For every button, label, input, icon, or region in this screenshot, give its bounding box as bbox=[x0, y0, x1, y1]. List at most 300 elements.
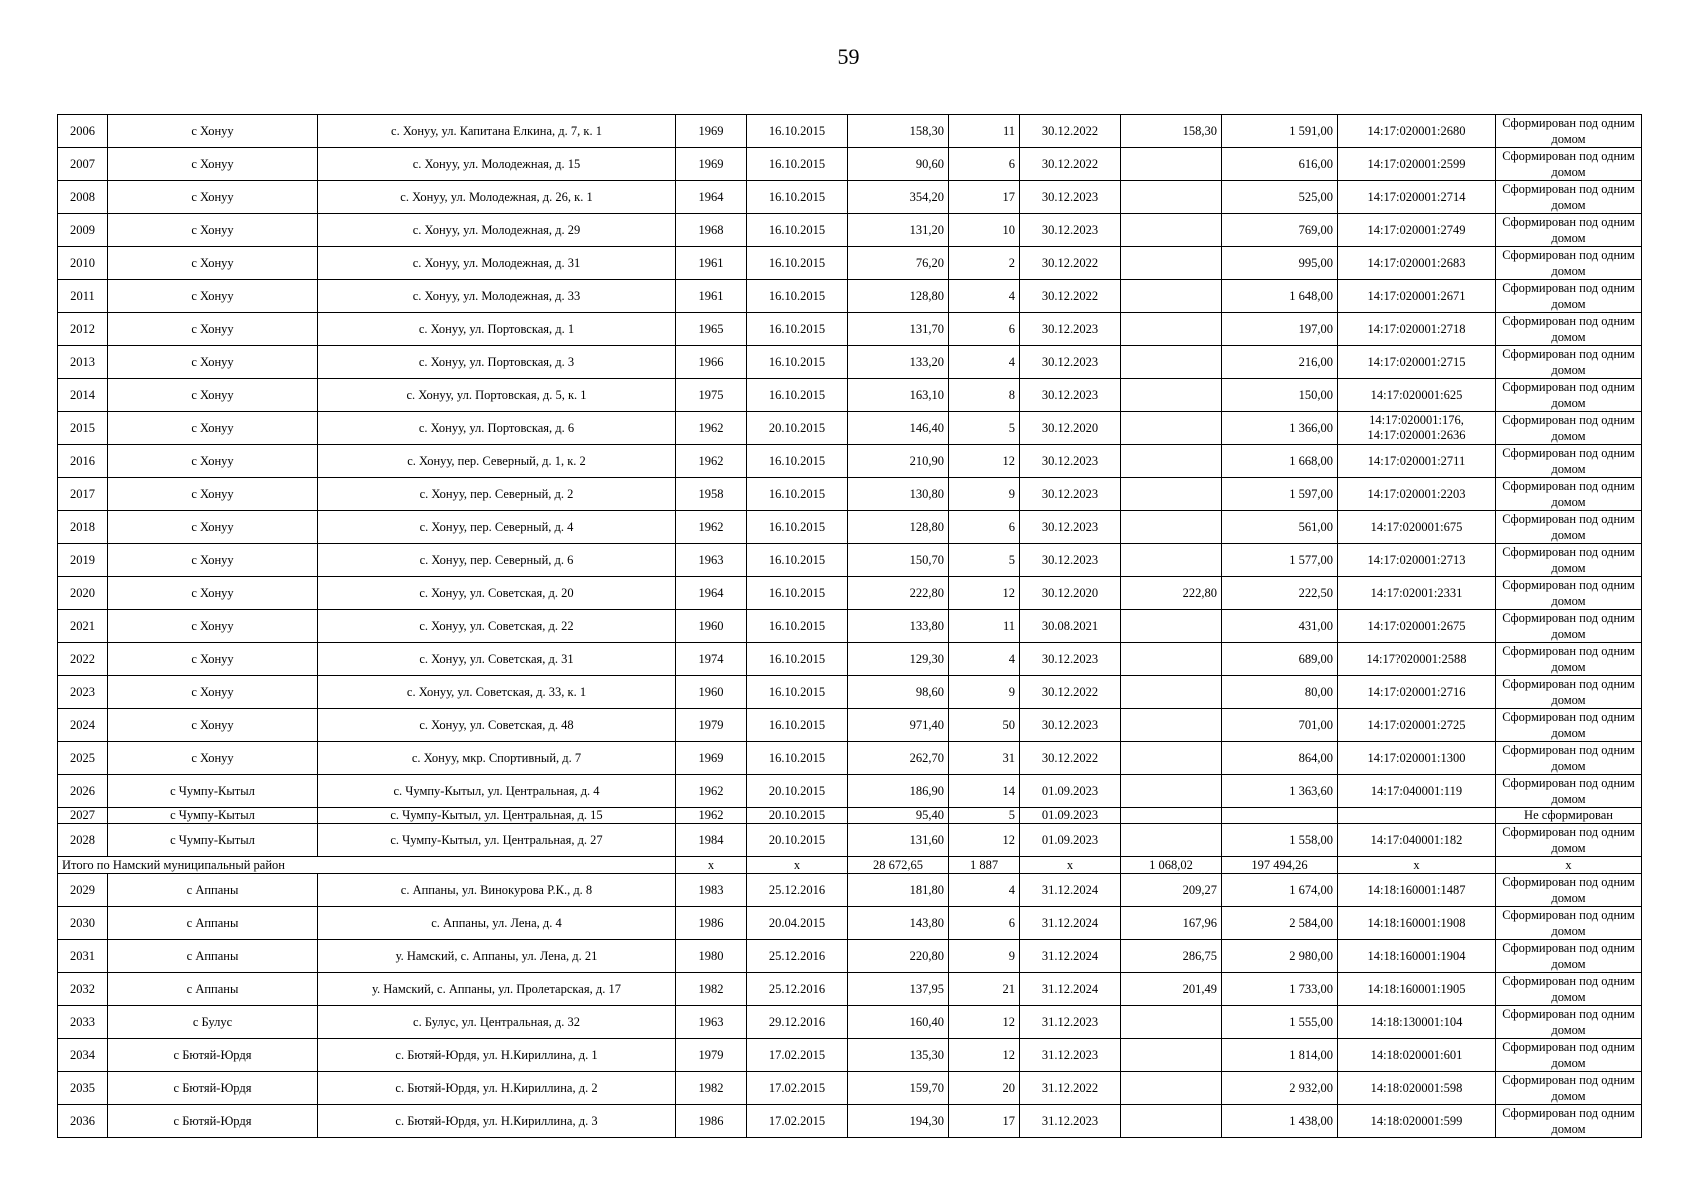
table-row bbox=[58, 1105, 1642, 1138]
cadastral-number-cell: 14:17:040001:182 bbox=[1338, 824, 1496, 857]
total-cadastral: x bbox=[1338, 857, 1496, 874]
year-cell: 1960 bbox=[676, 676, 747, 709]
table-row bbox=[58, 808, 1642, 824]
land-area-cell: 2 980,00 bbox=[1222, 940, 1338, 973]
settlement-cell: с Хонуу bbox=[108, 610, 318, 643]
land-area-cell: 1 558,00 bbox=[1222, 824, 1338, 857]
residents-cell: 12 bbox=[949, 1039, 1020, 1072]
address-cell: с. Аппаны, ул. Лена, д. 4 bbox=[318, 907, 676, 940]
residents-cell: 9 bbox=[949, 478, 1020, 511]
cadastral-number-cell: 14:17:020001:2680 bbox=[1338, 115, 1496, 148]
year-cell: 1965 bbox=[676, 313, 747, 346]
deadline-cell: 30.12.2023 bbox=[1020, 346, 1121, 379]
year-cell: 1969 bbox=[676, 742, 747, 775]
row-number: 2032 bbox=[58, 973, 108, 1006]
year-cell: 1986 bbox=[676, 1105, 747, 1138]
address-cell: с. Чумпу-Кытыл, ул. Центральная, д. 4 bbox=[318, 775, 676, 808]
area-relocated-cell bbox=[1121, 181, 1222, 214]
cadastral-number-cell: 14:17:020001:2718 bbox=[1338, 313, 1496, 346]
deadline-cell: 31.12.2023 bbox=[1020, 1039, 1121, 1072]
land-status-cell: Сформирован под одним домом bbox=[1496, 115, 1642, 148]
area-cell: 220,80 bbox=[848, 940, 949, 973]
area-relocated-cell bbox=[1121, 824, 1222, 857]
area-cell: 128,80 bbox=[848, 280, 949, 313]
date-cell: 25.12.2016 bbox=[747, 874, 848, 907]
land-status-cell: Сформирован под одним домом bbox=[1496, 379, 1642, 412]
table-row bbox=[58, 511, 1642, 544]
area-cell: 76,20 bbox=[848, 247, 949, 280]
residents-cell: 6 bbox=[949, 511, 1020, 544]
deadline-cell: 30.12.2022 bbox=[1020, 280, 1121, 313]
date-cell: 16.10.2015 bbox=[747, 313, 848, 346]
deadline-cell: 01.09.2023 bbox=[1020, 824, 1121, 857]
residents-cell: 4 bbox=[949, 280, 1020, 313]
land-area-cell: 1 591,00 bbox=[1222, 115, 1338, 148]
total-area-relocated: 1 068,02 bbox=[1121, 857, 1222, 874]
settlement-cell: с Хонуу bbox=[108, 148, 318, 181]
address-cell: с. Хонуу, мкр. Спортивный, д. 7 bbox=[318, 742, 676, 775]
residents-cell: 31 bbox=[949, 742, 1020, 775]
date-cell: 20.04.2015 bbox=[747, 907, 848, 940]
settlement-cell: с Аппаны bbox=[108, 907, 318, 940]
area-cell: 262,70 bbox=[848, 742, 949, 775]
address-cell: с. Бютяй-Юрдя, ул. Н.Кириллина, д. 3 bbox=[318, 1105, 676, 1138]
residents-cell: 9 bbox=[949, 676, 1020, 709]
area-relocated-cell: 167,96 bbox=[1121, 907, 1222, 940]
area-cell: 222,80 bbox=[848, 577, 949, 610]
area-cell: 210,90 bbox=[848, 445, 949, 478]
land-status-cell: Сформирован под одним домом bbox=[1496, 577, 1642, 610]
area-cell: 130,80 bbox=[848, 478, 949, 511]
year-cell: 1962 bbox=[676, 445, 747, 478]
deadline-cell: 30.12.2023 bbox=[1020, 709, 1121, 742]
land-status-cell: Сформирован под одним домом bbox=[1496, 478, 1642, 511]
area-cell: 129,30 bbox=[848, 643, 949, 676]
address-cell: с. Бютяй-Юрдя, ул. Н.Кириллина, д. 1 bbox=[318, 1039, 676, 1072]
area-relocated-cell bbox=[1121, 742, 1222, 775]
date-cell: 17.02.2015 bbox=[747, 1039, 848, 1072]
deadline-cell: 31.12.2024 bbox=[1020, 973, 1121, 1006]
deadline-cell: 31.12.2022 bbox=[1020, 1072, 1121, 1105]
settlement-cell: с Хонуу bbox=[108, 346, 318, 379]
area-relocated-cell bbox=[1121, 544, 1222, 577]
row-number: 2018 bbox=[58, 511, 108, 544]
table-row bbox=[58, 412, 1642, 445]
settlement-cell: с Бютяй-Юрдя bbox=[108, 1105, 318, 1138]
row-number: 2034 bbox=[58, 1039, 108, 1072]
cadastral-number-cell: 14:17?020001:2588 bbox=[1338, 643, 1496, 676]
area-relocated-cell: 286,75 bbox=[1121, 940, 1222, 973]
year-cell: 1966 bbox=[676, 346, 747, 379]
area-cell: 131,60 bbox=[848, 824, 949, 857]
row-number: 2014 bbox=[58, 379, 108, 412]
address-cell: с. Булус, ул. Центральная, д. 32 bbox=[318, 1006, 676, 1039]
row-number: 2028 bbox=[58, 824, 108, 857]
area-relocated-cell bbox=[1121, 346, 1222, 379]
table-row bbox=[58, 181, 1642, 214]
year-cell: 1962 bbox=[676, 775, 747, 808]
cadastral-number-cell: 14:17:020001:2599 bbox=[1338, 148, 1496, 181]
address-cell: с. Хонуу, ул. Молодежная, д. 26, к. 1 bbox=[318, 181, 676, 214]
address-cell: с. Хонуу, ул. Советская, д. 31 bbox=[318, 643, 676, 676]
row-number: 2021 bbox=[58, 610, 108, 643]
settlement-cell: с Аппаны bbox=[108, 940, 318, 973]
area-cell: 131,70 bbox=[848, 313, 949, 346]
area-relocated-cell bbox=[1121, 313, 1222, 346]
cadastral-number-cell: 14:18:160001:1908 bbox=[1338, 907, 1496, 940]
residents-cell: 17 bbox=[949, 181, 1020, 214]
land-status-cell: Сформирован под одним домом bbox=[1496, 1039, 1642, 1072]
table-row bbox=[58, 940, 1642, 973]
land-status-cell: Сформирован под одним домом bbox=[1496, 181, 1642, 214]
residents-cell: 10 bbox=[949, 214, 1020, 247]
land-area-cell: 197,00 bbox=[1222, 313, 1338, 346]
residents-cell: 12 bbox=[949, 824, 1020, 857]
row-number: 2026 bbox=[58, 775, 108, 808]
land-status-cell: Сформирован под одним домом bbox=[1496, 610, 1642, 643]
year-cell: 1963 bbox=[676, 544, 747, 577]
date-cell: 16.10.2015 bbox=[747, 148, 848, 181]
area-relocated-cell bbox=[1121, 478, 1222, 511]
year-cell: 1958 bbox=[676, 478, 747, 511]
deadline-cell: 30.12.2023 bbox=[1020, 445, 1121, 478]
cadastral-number-cell: 14:17:020001:2203 bbox=[1338, 478, 1496, 511]
deadline-cell: 30.12.2022 bbox=[1020, 115, 1121, 148]
land-status-cell: Сформирован под одним домом bbox=[1496, 973, 1642, 1006]
table-row bbox=[58, 643, 1642, 676]
deadline-cell: 30.12.2023 bbox=[1020, 478, 1121, 511]
cadastral-number-cell: 14:18:130001:104 bbox=[1338, 1006, 1496, 1039]
area-cell: 128,80 bbox=[848, 511, 949, 544]
cadastral-number-cell: 14:18:160001:1904 bbox=[1338, 940, 1496, 973]
land-area-cell: 222,50 bbox=[1222, 577, 1338, 610]
land-status-cell: Сформирован под одним домом bbox=[1496, 412, 1642, 445]
total-residents: 1 887 bbox=[949, 857, 1020, 874]
row-number: 2020 bbox=[58, 577, 108, 610]
year-cell: 1962 bbox=[676, 412, 747, 445]
land-area-cell: 769,00 bbox=[1222, 214, 1338, 247]
settlement-cell: с Хонуу bbox=[108, 478, 318, 511]
cadastral-number-cell: 14:17:02001:2331 bbox=[1338, 577, 1496, 610]
address-cell: с. Аппаны, ул. Винокурова Р.К., д. 8 bbox=[318, 874, 676, 907]
deadline-cell: 30.12.2023 bbox=[1020, 379, 1121, 412]
cadastral-number-cell: 14:18:160001:1905 bbox=[1338, 973, 1496, 1006]
address-cell: с. Хонуу, пер. Северный, д. 1, к. 2 bbox=[318, 445, 676, 478]
cadastral-number-cell: 14:17:020001:2675 bbox=[1338, 610, 1496, 643]
deadline-cell: 30.12.2023 bbox=[1020, 643, 1121, 676]
deadline-cell: 30.12.2023 bbox=[1020, 544, 1121, 577]
land-area-cell: 1 733,00 bbox=[1222, 973, 1338, 1006]
table-row bbox=[58, 907, 1642, 940]
area-cell: 158,30 bbox=[848, 115, 949, 148]
area-cell: 133,80 bbox=[848, 610, 949, 643]
area-relocated-cell bbox=[1121, 709, 1222, 742]
land-area-cell bbox=[1222, 808, 1338, 824]
land-status-cell: Сформирован под одним домом bbox=[1496, 709, 1642, 742]
area-relocated-cell: 201,49 bbox=[1121, 973, 1222, 1006]
year-cell: 1968 bbox=[676, 214, 747, 247]
year-cell: 1964 bbox=[676, 577, 747, 610]
deadline-cell: 01.09.2023 bbox=[1020, 808, 1121, 824]
land-area-cell: 1 814,00 bbox=[1222, 1039, 1338, 1072]
settlement-cell: с Хонуу bbox=[108, 544, 318, 577]
area-relocated-cell: 222,80 bbox=[1121, 577, 1222, 610]
address-cell: с. Хонуу, ул. Молодежная, д. 29 bbox=[318, 214, 676, 247]
area-relocated-cell bbox=[1121, 1039, 1222, 1072]
land-status-cell: Сформирован под одним домом bbox=[1496, 313, 1642, 346]
land-status-cell: Сформирован под одним домом bbox=[1496, 940, 1642, 973]
area-relocated-cell bbox=[1121, 445, 1222, 478]
table-row bbox=[58, 676, 1642, 709]
year-cell: 1969 bbox=[676, 148, 747, 181]
row-number: 2017 bbox=[58, 478, 108, 511]
address-cell: с. Хонуу, ул. Молодежная, д. 31 bbox=[318, 247, 676, 280]
cadastral-number-cell: 14:17:020001:2714 bbox=[1338, 181, 1496, 214]
land-status-cell: Сформирован под одним домом bbox=[1496, 445, 1642, 478]
year-cell: 1986 bbox=[676, 907, 747, 940]
settlement-cell: с Хонуу bbox=[108, 214, 318, 247]
residents-cell: 12 bbox=[949, 577, 1020, 610]
address-cell: с. Хонуу, ул. Портовская, д. 3 bbox=[318, 346, 676, 379]
year-cell: 1960 bbox=[676, 610, 747, 643]
land-status-cell: Сформирован под одним домом bbox=[1496, 511, 1642, 544]
area-relocated-cell bbox=[1121, 148, 1222, 181]
deadline-cell: 30.12.2020 bbox=[1020, 412, 1121, 445]
date-cell: 20.10.2015 bbox=[747, 824, 848, 857]
table-row bbox=[58, 346, 1642, 379]
row-number: 2015 bbox=[58, 412, 108, 445]
settlement-cell: с Чумпу-Кытыл bbox=[108, 808, 318, 824]
date-cell: 16.10.2015 bbox=[747, 511, 848, 544]
deadline-cell: 30.08.2021 bbox=[1020, 610, 1121, 643]
address-cell: с. Хонуу, ул. Молодежная, д. 33 bbox=[318, 280, 676, 313]
date-cell: 17.02.2015 bbox=[747, 1105, 848, 1138]
area-cell: 181,80 bbox=[848, 874, 949, 907]
row-number: 2013 bbox=[58, 346, 108, 379]
deadline-cell: 30.12.2023 bbox=[1020, 181, 1121, 214]
row-number: 2023 bbox=[58, 676, 108, 709]
cadastral-number-cell: 14:17:020001:625 bbox=[1338, 379, 1496, 412]
settlement-cell: с Хонуу bbox=[108, 412, 318, 445]
date-cell: 16.10.2015 bbox=[747, 379, 848, 412]
row-number: 2010 bbox=[58, 247, 108, 280]
year-cell: 1982 bbox=[676, 973, 747, 1006]
residents-cell: 14 bbox=[949, 775, 1020, 808]
settlement-cell: с Хонуу bbox=[108, 115, 318, 148]
land-status-cell: Сформирован под одним домом bbox=[1496, 214, 1642, 247]
deadline-cell: 30.12.2023 bbox=[1020, 313, 1121, 346]
total-date: x bbox=[747, 857, 848, 874]
date-cell: 16.10.2015 bbox=[747, 610, 848, 643]
area-cell: 98,60 bbox=[848, 676, 949, 709]
table-row bbox=[58, 445, 1642, 478]
table-row bbox=[58, 1006, 1642, 1039]
land-status-cell: Сформирован под одним домом bbox=[1496, 676, 1642, 709]
table-row bbox=[58, 610, 1642, 643]
land-area-cell: 1 674,00 bbox=[1222, 874, 1338, 907]
year-cell: 1962 bbox=[676, 808, 747, 824]
residents-cell: 4 bbox=[949, 643, 1020, 676]
area-relocated-cell bbox=[1121, 412, 1222, 445]
settlement-cell: с Булус bbox=[108, 1006, 318, 1039]
residents-cell: 2 bbox=[949, 247, 1020, 280]
settlement-cell: с Чумпу-Кытыл bbox=[108, 775, 318, 808]
row-number: 2025 bbox=[58, 742, 108, 775]
area-relocated-cell bbox=[1121, 511, 1222, 544]
year-cell: 1969 bbox=[676, 115, 747, 148]
deadline-cell: 30.12.2022 bbox=[1020, 742, 1121, 775]
date-cell: 16.10.2015 bbox=[747, 280, 848, 313]
area-relocated-cell bbox=[1121, 643, 1222, 676]
land-status-cell: Сформирован под одним домом bbox=[1496, 280, 1642, 313]
date-cell: 20.10.2015 bbox=[747, 775, 848, 808]
address-cell: с. Хонуу, ул. Портовская, д. 6 bbox=[318, 412, 676, 445]
land-area-cell: 689,00 bbox=[1222, 643, 1338, 676]
row-number: 2035 bbox=[58, 1072, 108, 1105]
land-area-cell: 616,00 bbox=[1222, 148, 1338, 181]
settlement-cell: с Аппаны bbox=[108, 973, 318, 1006]
row-number: 2009 bbox=[58, 214, 108, 247]
row-number: 2012 bbox=[58, 313, 108, 346]
residents-cell: 20 bbox=[949, 1072, 1020, 1105]
row-number: 2016 bbox=[58, 445, 108, 478]
residents-cell: 6 bbox=[949, 907, 1020, 940]
settlement-cell: с Хонуу bbox=[108, 676, 318, 709]
land-area-cell: 2 932,00 bbox=[1222, 1072, 1338, 1105]
cadastral-number-cell: 14:17:020001:2711 bbox=[1338, 445, 1496, 478]
address-cell: с. Хонуу, пер. Северный, д. 6 bbox=[318, 544, 676, 577]
date-cell: 16.10.2015 bbox=[747, 676, 848, 709]
area-cell: 186,90 bbox=[848, 775, 949, 808]
address-cell: с. Хонуу, пер. Северный, д. 4 bbox=[318, 511, 676, 544]
settlement-cell: с Хонуу bbox=[108, 445, 318, 478]
land-area-cell: 2 584,00 bbox=[1222, 907, 1338, 940]
page-number: 59 bbox=[837, 44, 860, 69]
address-cell: с. Хонуу, ул. Капитана Елкина, д. 7, к. 1 bbox=[318, 115, 676, 148]
table-row bbox=[58, 148, 1642, 181]
area-cell: 131,20 bbox=[848, 214, 949, 247]
land-area-cell: 1 366,00 bbox=[1222, 412, 1338, 445]
area-relocated-cell bbox=[1121, 1006, 1222, 1039]
address-cell: с. Хонуу, ул. Портовская, д. 5, к. 1 bbox=[318, 379, 676, 412]
deadline-cell: 01.09.2023 bbox=[1020, 775, 1121, 808]
address-cell: с. Чумпу-Кытыл, ул. Центральная, д. 27 bbox=[318, 824, 676, 857]
cadastral-number-cell: 14:17:020001:2725 bbox=[1338, 709, 1496, 742]
settlement-cell: с Аппаны bbox=[108, 874, 318, 907]
date-cell: 20.10.2015 bbox=[747, 808, 848, 824]
table-row bbox=[58, 775, 1642, 808]
area-relocated-cell bbox=[1121, 808, 1222, 824]
area-relocated-cell bbox=[1121, 1105, 1222, 1138]
year-cell: 1964 bbox=[676, 181, 747, 214]
area-cell: 143,80 bbox=[848, 907, 949, 940]
residents-cell: 11 bbox=[949, 115, 1020, 148]
land-status-cell: Сформирован под одним домом bbox=[1496, 824, 1642, 857]
total-status: x bbox=[1496, 857, 1642, 874]
deadline-cell: 31.12.2024 bbox=[1020, 874, 1121, 907]
area-cell: 146,40 bbox=[848, 412, 949, 445]
total-deadline: x bbox=[1020, 857, 1121, 874]
year-cell: 1963 bbox=[676, 1006, 747, 1039]
land-area-cell: 150,00 bbox=[1222, 379, 1338, 412]
area-cell: 135,30 bbox=[848, 1039, 949, 1072]
deadline-cell: 30.12.2020 bbox=[1020, 577, 1121, 610]
year-cell: 1982 bbox=[676, 1072, 747, 1105]
land-status-cell: Сформирован под одним домом bbox=[1496, 775, 1642, 808]
residents-cell: 6 bbox=[949, 148, 1020, 181]
settlement-cell: с Бютяй-Юрдя bbox=[108, 1039, 318, 1072]
deadline-cell: 31.12.2024 bbox=[1020, 940, 1121, 973]
land-status-cell: Сформирован под одним домом bbox=[1496, 544, 1642, 577]
area-cell: 95,40 bbox=[848, 808, 949, 824]
table-row bbox=[58, 115, 1642, 148]
cadastral-number-cell: 14:17:020001:176, 14:17:020001:2636 bbox=[1338, 412, 1496, 445]
year-cell: 1962 bbox=[676, 511, 747, 544]
year-cell: 1979 bbox=[676, 709, 747, 742]
land-area-cell: 561,00 bbox=[1222, 511, 1338, 544]
deadline-cell: 30.12.2022 bbox=[1020, 247, 1121, 280]
date-cell: 16.10.2015 bbox=[747, 577, 848, 610]
land-area-cell: 1 597,00 bbox=[1222, 478, 1338, 511]
address-cell: с. Бютяй-Юрдя, ул. Н.Кириллина, д. 2 bbox=[318, 1072, 676, 1105]
residents-cell: 8 bbox=[949, 379, 1020, 412]
row-number: 2022 bbox=[58, 643, 108, 676]
settlement-cell: с Хонуу bbox=[108, 181, 318, 214]
row-number: 2030 bbox=[58, 907, 108, 940]
date-cell: 16.10.2015 bbox=[747, 445, 848, 478]
residents-cell: 11 bbox=[949, 610, 1020, 643]
table-row bbox=[58, 824, 1642, 857]
cadastral-number-cell: 14:17:020001:2716 bbox=[1338, 676, 1496, 709]
row-number: 2033 bbox=[58, 1006, 108, 1039]
area-cell: 133,20 bbox=[848, 346, 949, 379]
land-area-cell: 1 577,00 bbox=[1222, 544, 1338, 577]
residents-cell: 50 bbox=[949, 709, 1020, 742]
land-area-cell: 216,00 bbox=[1222, 346, 1338, 379]
area-cell: 160,40 bbox=[848, 1006, 949, 1039]
date-cell: 16.10.2015 bbox=[747, 181, 848, 214]
settlement-cell: с Хонуу bbox=[108, 280, 318, 313]
deadline-cell: 30.12.2022 bbox=[1020, 676, 1121, 709]
residents-cell: 6 bbox=[949, 313, 1020, 346]
cadastral-number-cell: 14:17:020001:2715 bbox=[1338, 346, 1496, 379]
table-row bbox=[58, 379, 1642, 412]
deadline-cell: 30.12.2023 bbox=[1020, 214, 1121, 247]
land-status-cell: Сформирован под одним домом bbox=[1496, 346, 1642, 379]
row-number: 2008 bbox=[58, 181, 108, 214]
deadline-cell: 30.12.2022 bbox=[1020, 148, 1121, 181]
area-relocated-cell bbox=[1121, 676, 1222, 709]
year-cell: 1980 bbox=[676, 940, 747, 973]
address-cell: у. Намский, с. Аппаны, ул. Пролетарская, д. 17 bbox=[318, 973, 676, 1006]
cadastral-number-cell: 14:18:020001:599 bbox=[1338, 1105, 1496, 1138]
settlement-cell: с Хонуу bbox=[108, 247, 318, 280]
year-cell: 1975 bbox=[676, 379, 747, 412]
total-year: x bbox=[676, 857, 747, 874]
settlement-cell: с Хонуу bbox=[108, 511, 318, 544]
total-label: Итого по Намский муниципальный район bbox=[58, 857, 676, 874]
area-cell: 137,95 bbox=[848, 973, 949, 1006]
housing-table bbox=[57, 114, 1642, 1138]
area-relocated-cell bbox=[1121, 247, 1222, 280]
area-cell: 163,10 bbox=[848, 379, 949, 412]
land-status-cell: Не сформирован bbox=[1496, 808, 1642, 824]
land-area-cell: 1 555,00 bbox=[1222, 1006, 1338, 1039]
settlement-cell: с Хонуу bbox=[108, 313, 318, 346]
table-row bbox=[58, 544, 1642, 577]
land-status-cell: Сформирован под одним домом bbox=[1496, 907, 1642, 940]
cadastral-number-cell: 14:17:020001:2683 bbox=[1338, 247, 1496, 280]
